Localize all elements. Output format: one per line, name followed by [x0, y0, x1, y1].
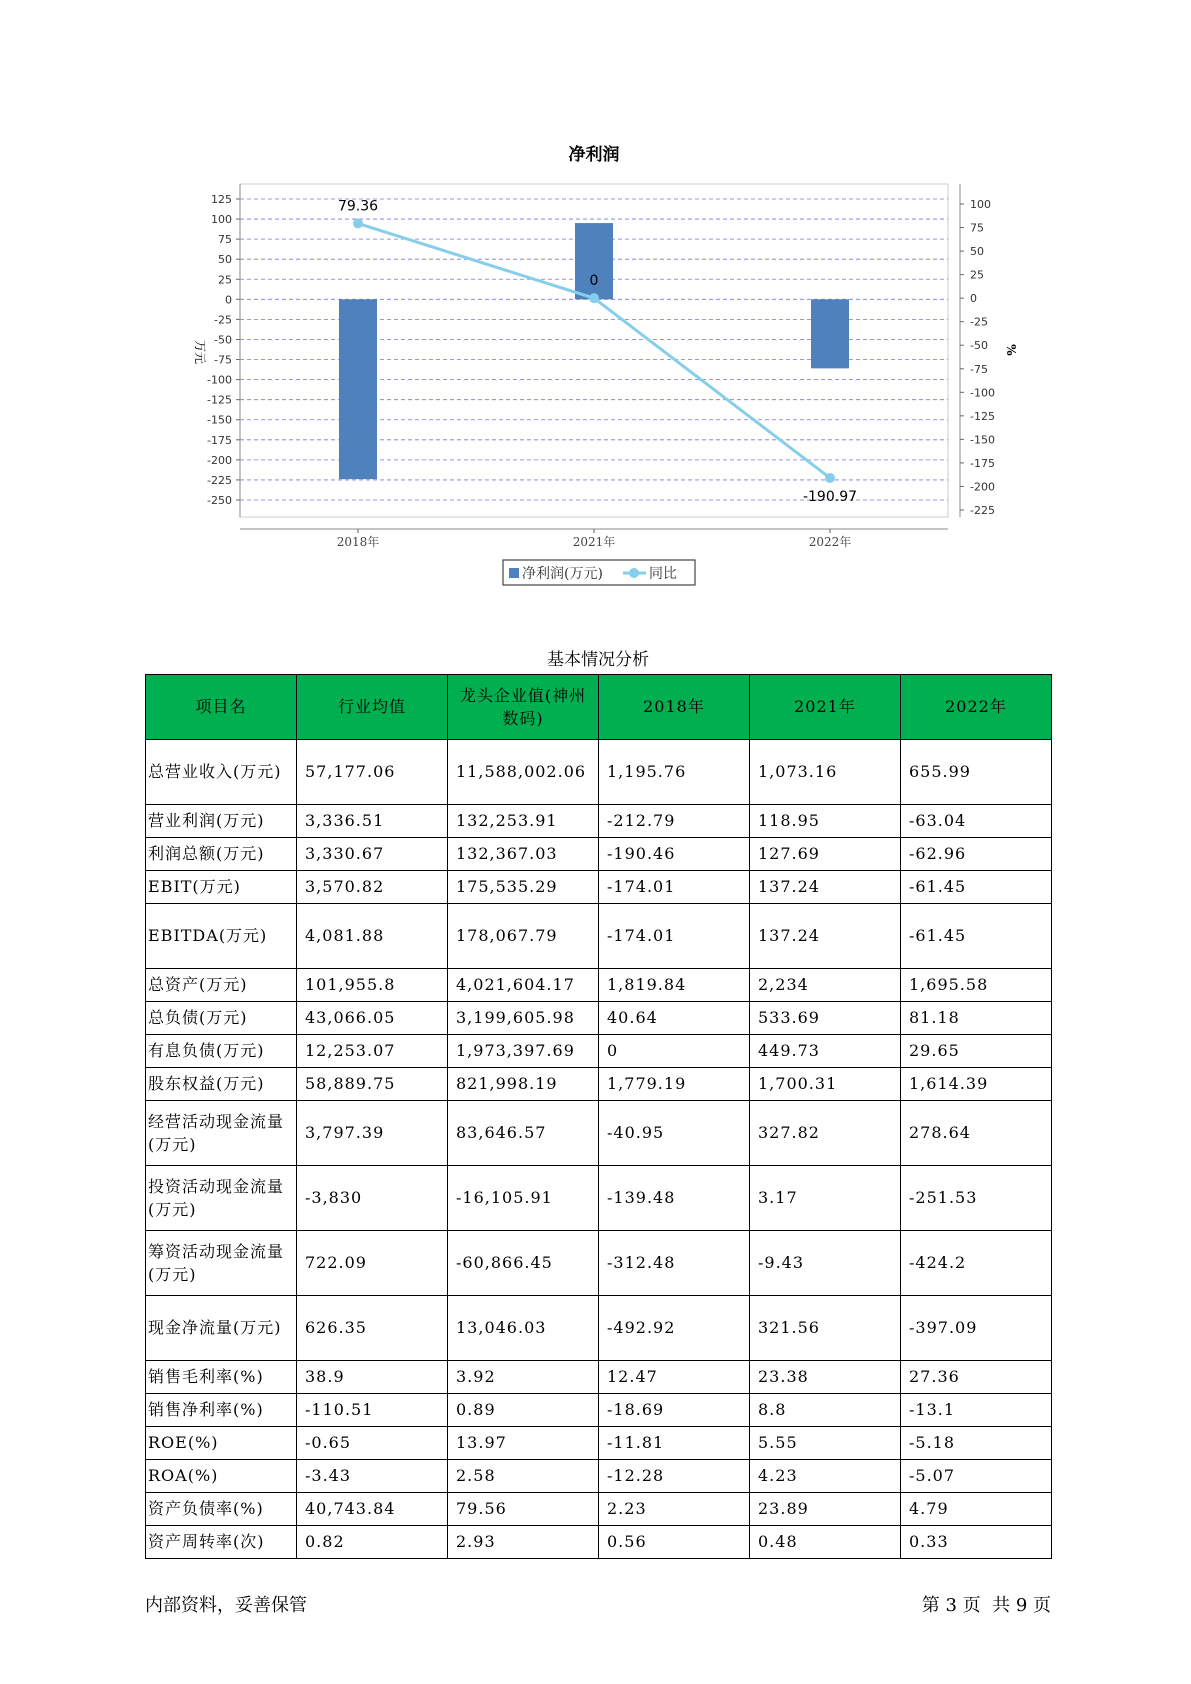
legend-line-label: 同比: [649, 566, 677, 582]
row-name-cell: 有息负债(万元): [146, 1035, 297, 1068]
value-cell: -60,866.45: [448, 1231, 599, 1296]
value-cell: 1,779.19: [599, 1068, 750, 1101]
column-header: 项目名: [146, 675, 297, 740]
right-tick-label: -50: [970, 339, 988, 353]
left-tick-label: 25: [218, 273, 232, 287]
value-cell: 178,067.79: [448, 904, 599, 969]
value-cell: 3.17: [750, 1166, 901, 1231]
column-header: 行业均值: [297, 675, 448, 740]
value-cell: -16,105.91: [448, 1166, 599, 1231]
left-tick-label: -150: [207, 413, 232, 427]
value-cell: -62.96: [901, 838, 1052, 871]
yoy-point: [589, 293, 599, 303]
value-cell: 3,199,605.98: [448, 1002, 599, 1035]
value-cell: -139.48: [599, 1166, 750, 1231]
row-name-cell: 销售毛利率(%): [146, 1361, 297, 1394]
left-tick-label: -125: [207, 393, 232, 407]
value-cell: 1,614.39: [901, 1068, 1052, 1101]
table-row: [146, 1493, 1052, 1526]
table-row: [146, 1460, 1052, 1493]
right-tick-label: -25: [970, 315, 988, 329]
value-cell: -18.69: [599, 1394, 750, 1427]
row-name-cell: 资产负债率(%): [146, 1493, 297, 1526]
value-cell: 1,195.76: [599, 740, 750, 805]
table-row: [146, 740, 1052, 805]
row-name-cell: 营业利润(万元): [146, 805, 297, 838]
value-cell: 4.23: [750, 1460, 901, 1493]
table-row: [146, 1526, 1052, 1559]
value-cell: -492.92: [599, 1296, 750, 1361]
value-cell: -61.45: [901, 904, 1052, 969]
chart-svg: [0, 0, 1191, 600]
value-cell: 278.64: [901, 1101, 1052, 1166]
yoy-point: [353, 218, 363, 228]
value-cell: 43,066.05: [297, 1002, 448, 1035]
value-cell: 3,336.51: [297, 805, 448, 838]
value-cell: 132,253.91: [448, 805, 599, 838]
right-axis-unit: %: [1004, 344, 1018, 356]
value-cell: 58,889.75: [297, 1068, 448, 1101]
table-row: [146, 1068, 1052, 1101]
table-row: [146, 1231, 1052, 1296]
value-cell: 2.58: [448, 1460, 599, 1493]
value-cell: -40.95: [599, 1101, 750, 1166]
value-cell: -424.2: [901, 1231, 1052, 1296]
value-cell: 23.89: [750, 1493, 901, 1526]
value-cell: 38.9: [297, 1361, 448, 1394]
value-cell: -397.09: [901, 1296, 1052, 1361]
legend-line-marker: [629, 568, 639, 578]
value-cell: 1,973,397.69: [448, 1035, 599, 1068]
bar-2018年: [339, 299, 377, 479]
table-row: [146, 1361, 1052, 1394]
value-cell: -190.46: [599, 838, 750, 871]
legend-bar-swatch: [509, 568, 519, 578]
value-cell: 23.38: [750, 1361, 901, 1394]
value-cell: 12.47: [599, 1361, 750, 1394]
value-cell: -9.43: [750, 1231, 901, 1296]
row-name-cell: 经营活动现金流量(万元): [146, 1101, 297, 1166]
value-cell: 5.55: [750, 1427, 901, 1460]
value-cell: 0.89: [448, 1394, 599, 1427]
table-row: [146, 1101, 1052, 1166]
value-cell: 175,535.29: [448, 871, 599, 904]
value-cell: 11,588,002.06: [448, 740, 599, 805]
legend-bar-label: 净利润(万元): [522, 566, 603, 582]
table-row: [146, 1166, 1052, 1231]
value-cell: -212.79: [599, 805, 750, 838]
value-cell: 4,081.88: [297, 904, 448, 969]
value-cell: 132,367.03: [448, 838, 599, 871]
value-cell: 1,819.84: [599, 969, 750, 1002]
right-tick-label: 50: [970, 245, 984, 259]
row-name-cell: ROA(%): [146, 1460, 297, 1493]
left-tick-label: 0: [225, 293, 232, 307]
right-tick-label: -125: [970, 409, 995, 423]
right-tick-label: -200: [970, 480, 995, 494]
chart-title: 净利润: [568, 145, 620, 165]
left-tick-label: -225: [207, 473, 232, 487]
right-tick-label: -100: [970, 386, 995, 400]
value-cell: 449.73: [750, 1035, 901, 1068]
value-cell: -251.53: [901, 1166, 1052, 1231]
table-row: [146, 838, 1052, 871]
value-cell: 321.56: [750, 1296, 901, 1361]
yoy-point: [825, 473, 835, 483]
value-cell: 3,330.67: [297, 838, 448, 871]
value-cell: 2,234: [750, 969, 901, 1002]
value-cell: 722.09: [297, 1231, 448, 1296]
row-name-cell: EBITDA(万元): [146, 904, 297, 969]
table-row: [146, 1035, 1052, 1068]
value-cell: 3,797.39: [297, 1101, 448, 1166]
left-tick-label: -25: [214, 313, 232, 327]
value-cell: 127.69: [750, 838, 901, 871]
value-cell: -3,830: [297, 1166, 448, 1231]
row-name-cell: 销售净利率(%): [146, 1394, 297, 1427]
value-cell: -5.07: [901, 1460, 1052, 1493]
row-name-cell: 总负债(万元): [146, 1002, 297, 1035]
table-row: [146, 1296, 1052, 1361]
right-tick-label: 0: [970, 292, 977, 306]
row-name-cell: ROE(%): [146, 1427, 297, 1460]
value-cell: 533.69: [750, 1002, 901, 1035]
table-row: [146, 805, 1052, 838]
value-cell: 327.82: [750, 1101, 901, 1166]
column-header: 2018年: [599, 675, 750, 740]
value-cell: 4,021,604.17: [448, 969, 599, 1002]
value-cell: 2.23: [599, 1493, 750, 1526]
x-tick-label: 2018年: [336, 535, 380, 549]
left-tick-label: 125: [211, 193, 232, 206]
value-cell: 1,695.58: [901, 969, 1052, 1002]
value-cell: 40.64: [599, 1002, 750, 1035]
footer-confidential-note: 内部资料，妥善保管: [145, 1595, 307, 1616]
basic-analysis-table: [145, 674, 1052, 1559]
value-cell: -63.04: [901, 805, 1052, 838]
value-cell: 655.99: [901, 740, 1052, 805]
table-row: [146, 969, 1052, 1002]
value-cell: -12.28: [599, 1460, 750, 1493]
value-cell: -110.51: [297, 1394, 448, 1427]
table-header-row: [146, 675, 1052, 740]
value-cell: 0.33: [901, 1526, 1052, 1559]
value-cell: 40,743.84: [297, 1493, 448, 1526]
left-tick-label: -175: [207, 433, 232, 447]
value-cell: 821,998.19: [448, 1068, 599, 1101]
right-tick-label: 75: [970, 221, 984, 235]
net-profit-chart: [0, 0, 1191, 600]
column-header: 2022年: [901, 675, 1052, 740]
value-cell: -312.48: [599, 1231, 750, 1296]
right-tick-label: -225: [970, 504, 995, 517]
x-tick-label: 2022年: [808, 535, 852, 549]
value-cell: -174.01: [599, 904, 750, 969]
left-tick-label: -50: [214, 333, 232, 347]
value-cell: 118.95: [750, 805, 901, 838]
footer-page-number: 第 3 页 共 9 页: [921, 1595, 1051, 1616]
yoy-data-label: -190.97: [802, 488, 858, 505]
value-cell: 27.36: [901, 1361, 1052, 1394]
value-cell: 13,046.03: [448, 1296, 599, 1361]
table-row: [146, 1427, 1052, 1460]
value-cell: 12,253.07: [297, 1035, 448, 1068]
table-row: [146, 1394, 1052, 1427]
value-cell: -174.01: [599, 871, 750, 904]
left-tick-label: 50: [218, 253, 232, 267]
value-cell: 3,570.82: [297, 871, 448, 904]
row-name-cell: 总营业收入(万元): [146, 740, 297, 805]
value-cell: 0.82: [297, 1526, 448, 1559]
row-name-cell: 投资活动现金流量(万元): [146, 1166, 297, 1231]
left-tick-label: -200: [207, 453, 232, 467]
value-cell: 0.56: [599, 1526, 750, 1559]
value-cell: 83,646.57: [448, 1101, 599, 1166]
right-tick-label: 25: [970, 268, 984, 282]
yoy-data-label: 79.36: [337, 198, 379, 215]
value-cell: 13.97: [448, 1427, 599, 1460]
value-cell: -3.43: [297, 1460, 448, 1493]
value-cell: -61.45: [901, 871, 1052, 904]
value-cell: -0.65: [297, 1427, 448, 1460]
left-tick-label: -250: [207, 494, 232, 507]
left-axis-unit: 万元: [193, 339, 207, 365]
row-name-cell: 股东权益(万元): [146, 1068, 297, 1101]
value-cell: 137.24: [750, 871, 901, 904]
column-header: 2021年: [750, 675, 901, 740]
left-tick-label: 100: [211, 213, 232, 227]
x-tick-label: 2021年: [572, 535, 616, 549]
column-header: 龙头企业值(神州数码): [448, 675, 599, 740]
value-cell: 626.35: [297, 1296, 448, 1361]
row-name-cell: 利润总额(万元): [146, 838, 297, 871]
row-name-cell: 资产周转率(次): [146, 1526, 297, 1559]
left-tick-label: -75: [214, 353, 232, 367]
value-cell: 29.65: [901, 1035, 1052, 1068]
value-cell: -11.81: [599, 1427, 750, 1460]
value-cell: 79.56: [448, 1493, 599, 1526]
right-tick-label: -175: [970, 456, 995, 470]
yoy-data-label: 0: [589, 273, 599, 290]
value-cell: 0.48: [750, 1526, 901, 1559]
row-name-cell: 筹资活动现金流量(万元): [146, 1231, 297, 1296]
value-cell: 57,177.06: [297, 740, 448, 805]
value-cell: 101,955.8: [297, 969, 448, 1002]
value-cell: 3.92: [448, 1361, 599, 1394]
right-tick-label: -75: [970, 362, 988, 376]
value-cell: 0: [599, 1035, 750, 1068]
table-row: [146, 871, 1052, 904]
value-cell: -5.18: [901, 1427, 1052, 1460]
value-cell: -13.1: [901, 1394, 1052, 1427]
bar-2022年: [811, 299, 849, 368]
left-tick-label: -100: [207, 373, 232, 387]
right-tick-label: -150: [970, 433, 995, 447]
value-cell: 4.79: [901, 1493, 1052, 1526]
row-name-cell: EBIT(万元): [146, 871, 297, 904]
row-name-cell: 现金净流量(万元): [146, 1296, 297, 1361]
value-cell: 2.93: [448, 1526, 599, 1559]
table-row: [146, 1002, 1052, 1035]
value-cell: 137.24: [750, 904, 901, 969]
value-cell: 1,700.31: [750, 1068, 901, 1101]
right-tick-label: 100: [970, 198, 991, 211]
value-cell: 81.18: [901, 1002, 1052, 1035]
value-cell: 8.8: [750, 1394, 901, 1427]
left-tick-label: 75: [218, 233, 232, 247]
table-row: [146, 904, 1052, 969]
table-caption: 基本情况分析: [547, 650, 649, 670]
row-name-cell: 总资产(万元): [146, 969, 297, 1002]
value-cell: 1,073.16: [750, 740, 901, 805]
